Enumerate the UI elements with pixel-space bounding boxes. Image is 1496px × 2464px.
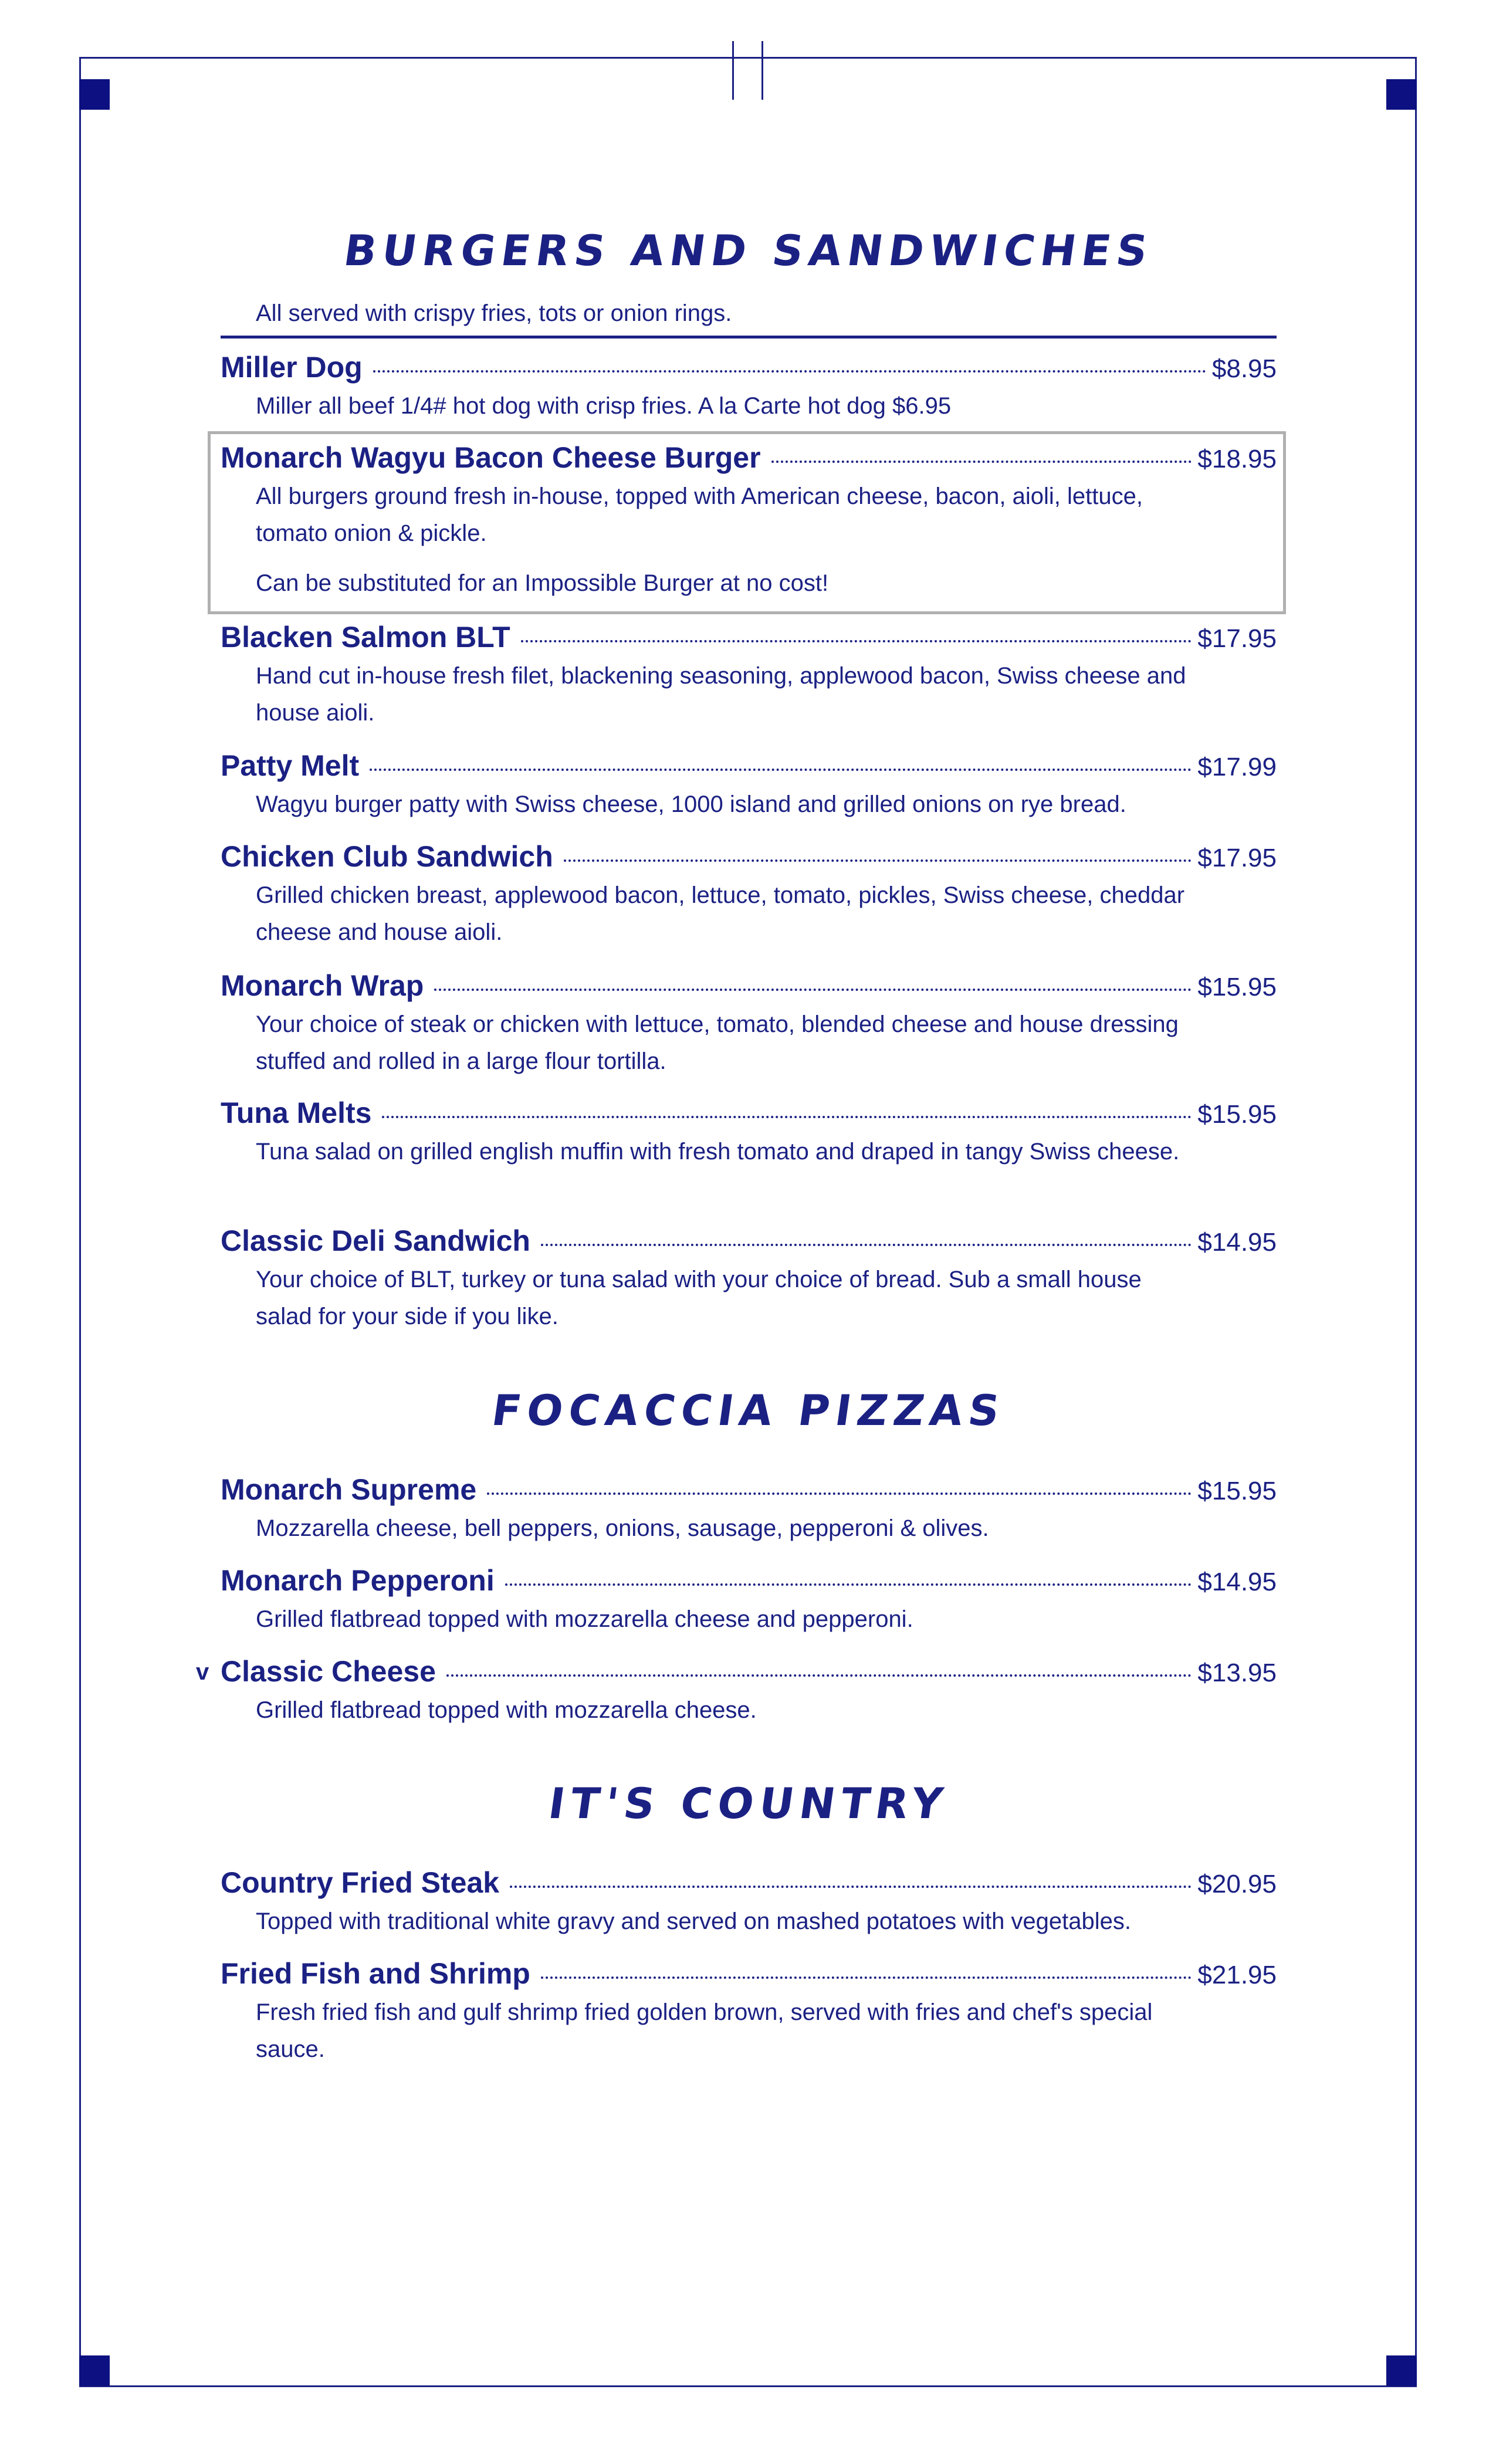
item-price: $17.99 <box>1197 753 1277 781</box>
menu-item <box>221 969 1277 1080</box>
item-price: $14.95 <box>1197 1568 1277 1596</box>
item-description: Miller all beef 1/4# hot dog with crisp fries. A la Carte hot dog $6.95 <box>256 393 952 419</box>
dot-leader <box>382 1116 1192 1118</box>
item-description: Grilled chicken breast, applewood bacon, lettuce, tomato, pickles, Swiss cheese, cheddar cheese and house aioli. <box>256 882 1185 945</box>
dot-leader <box>564 859 1192 862</box>
corner-ornament-bottom-right <box>1386 2355 1417 2386</box>
item-description: Hand cut in-house fresh filet, blackening seasoning, applewood bacon, Swiss cheese and house aioli. <box>256 663 1186 726</box>
menu-item-featured <box>221 441 1277 602</box>
item-description: Mozzarella cheese, bell peppers, onions, sausage, pepperoni & olives. <box>256 1515 989 1541</box>
item-price: $17.95 <box>1197 844 1277 872</box>
menu-item <box>221 350 1277 425</box>
item-name: Patty Melt <box>221 749 360 782</box>
item-description: Grilled flatbread topped with mozzarella cheese. <box>256 1697 757 1723</box>
dot-leader <box>370 769 1192 771</box>
item-name: Monarch Wrap <box>221 969 424 1002</box>
dot-leader <box>446 1674 1192 1677</box>
item-price: $13.95 <box>1197 1659 1277 1687</box>
dot-leader <box>373 370 1206 373</box>
frame-top-notch-right <box>761 41 763 100</box>
menu-item <box>221 749 1277 823</box>
section-title-country: IT'S COUNTRY <box>545 1779 952 1828</box>
menu-item <box>221 1224 1277 1335</box>
item-name: Classic Cheese <box>221 1655 436 1688</box>
item-description: Your choice of BLT, turkey or tuna salad with your choice of bread. Sub a small house salad for your side if you like. <box>256 1267 1142 1329</box>
dot-leader <box>541 1244 1192 1246</box>
dot-leader <box>487 1492 1192 1495</box>
item-description: Your choice of steak or chicken with lettuce, tomato, blended cheese and house dressing stuffed and rolled in a large flour tortilla. <box>256 1011 1179 1074</box>
item-description: Fresh fried fish and gulf shrimp fried golden brown, served with fries and chef's special sauce. <box>256 1999 1153 2062</box>
item-name: Miller Dog <box>221 351 363 384</box>
dot-leader <box>510 1886 1192 1888</box>
item-name: Monarch Wagyu Bacon Cheese Burger <box>221 441 761 474</box>
menu-item <box>221 1866 1277 1940</box>
item-price: $17.95 <box>1197 624 1277 653</box>
item-name: Monarch Supreme <box>221 1473 477 1506</box>
frame-top-rule <box>79 57 1417 59</box>
dot-leader <box>505 1583 1192 1586</box>
item-description: Topped with traditional white gravy and served on mashed potatoes with vegetables. <box>256 1908 1132 1934</box>
menu-item <box>221 1096 1277 1170</box>
item-name: Tuna Melts <box>221 1096 372 1129</box>
item-price: $15.95 <box>1197 1100 1277 1129</box>
item-price: $15.95 <box>1197 1477 1277 1505</box>
item-name: Blacken Salmon BLT <box>221 621 510 654</box>
item-description: Tuna salad on grilled english muffin with fresh tomato and draped in tangy Swiss cheese. <box>256 1139 1180 1165</box>
menu-item <box>221 620 1277 732</box>
frame-right-rule <box>1415 57 1417 2387</box>
item-name: Classic Deli Sandwich <box>221 1224 530 1257</box>
corner-ornament-top-right <box>1386 79 1417 110</box>
item-name: Country Fried Steak <box>221 1866 500 1899</box>
menu-item <box>221 1563 1277 1638</box>
item-price: $20.95 <box>1197 1870 1277 1898</box>
item-name: Fried Fish and Shrimp <box>221 1957 530 1990</box>
menu-item <box>221 840 1277 951</box>
menu-item <box>221 1957 1277 2068</box>
vegetarian-marker: v <box>196 1659 209 1685</box>
dot-leader <box>434 989 1192 991</box>
item-note: Can be substituted for an Impossible Burger at no cost! <box>256 570 829 596</box>
menu-item <box>196 1654 1277 1729</box>
corner-ornament-top-left <box>79 79 110 110</box>
corner-ornament-bottom-left <box>79 2355 110 2386</box>
frame-left-rule <box>79 57 81 2387</box>
dot-leader <box>771 461 1192 463</box>
item-price: $14.95 <box>1197 1228 1277 1257</box>
section-title-burgers: BURGERS AND SANDWICHES <box>341 226 1156 275</box>
frame-top-notch-left <box>732 41 734 100</box>
item-description: Grilled flatbread topped with mozzarella cheese and pepperoni. <box>256 1606 913 1632</box>
item-description: Wagyu burger patty with Swiss cheese, 1000 island and grilled onions on rye bread. <box>256 791 1126 817</box>
item-price: $8.95 <box>1211 354 1277 383</box>
dot-leader <box>541 1976 1192 1979</box>
section-divider <box>221 336 1277 339</box>
menu-item <box>221 1473 1277 1547</box>
frame-bottom-rule <box>79 2385 1417 2387</box>
dot-leader <box>521 640 1192 642</box>
section-title-pizzas: FOCACCIA PIZZAS <box>489 1386 1008 1435</box>
section-subtitle: All served with crispy fries, tots or onion rings. <box>256 300 732 326</box>
item-price: $21.95 <box>1197 1961 1277 1989</box>
item-price: $15.95 <box>1197 973 1277 1001</box>
item-description: All burgers ground fresh in-house, topped with American cheese, bacon, aioli, lettuce, tomato onion & pickle. <box>256 483 1143 546</box>
item-price: $18.95 <box>1197 445 1277 473</box>
item-name: Monarch Pepperoni <box>221 1564 495 1597</box>
item-name: Chicken Club Sandwich <box>221 840 553 873</box>
